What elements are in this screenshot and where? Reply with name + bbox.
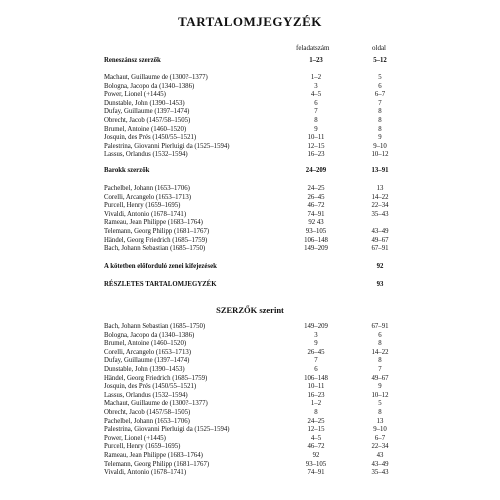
- entry-name: Corelli, Arcangelo (1653–1713): [104, 348, 192, 356]
- entry-name: Pachelbel, Johann (1653–1706): [104, 185, 190, 192]
- entry-page: 35–43: [371, 210, 389, 218]
- entry-name: Dunstable, John (1390–1453): [104, 366, 185, 373]
- entry-task-number: 46–72: [307, 443, 325, 451]
- entry-page: 5: [378, 74, 382, 81]
- entry-page: 49–67: [371, 374, 389, 382]
- entry-page: 67–91: [371, 323, 389, 330]
- entry-page: 43–49: [371, 460, 389, 468]
- entry-page: 9–10: [373, 426, 387, 434]
- entry-name: Corelli, Arcangelo (1653–1713): [104, 193, 192, 201]
- entry-name: A kötetben előforduló zenei kifejezések: [104, 263, 217, 270]
- entry-task-number: 24–25: [307, 417, 325, 425]
- entry-page: 8: [378, 357, 382, 365]
- entry-page: 8: [378, 125, 382, 133]
- entry-page: 10–12: [371, 391, 389, 399]
- entry-page: 7: [378, 366, 382, 373]
- entry-task-number: 24–25: [307, 185, 325, 192]
- entry-task-number: 74–91: [307, 210, 325, 218]
- entry-task-number: 9: [314, 125, 318, 133]
- by-author-title: SZERZŐK szerint: [216, 305, 284, 315]
- entry-task-number: 10–11: [307, 383, 325, 391]
- section-heading-renaissance: [0, 56, 500, 66]
- entry-task-number: 26–45: [307, 193, 325, 201]
- entry-page: 8: [378, 108, 382, 116]
- entry-task-number: 106–148: [304, 374, 328, 382]
- entry-task-number: 6: [314, 366, 318, 373]
- entry-page: 13–91: [371, 167, 389, 174]
- entry-task-number: 3: [314, 331, 318, 339]
- entry-page: 49–67: [371, 236, 389, 244]
- entry-name: Obrecht, Jacob (1457/58–1505): [104, 117, 191, 124]
- entry-name: Telemann, Georg Philipp (1681–1767): [104, 460, 210, 468]
- entry-name: Power, Lionel (+1445): [104, 91, 166, 99]
- entry-page: 13: [376, 185, 384, 192]
- entry-name: Purcell, Henry (1659–1695): [104, 443, 181, 451]
- entry-name: Dufay, Guillaume (1397–1474): [104, 357, 190, 365]
- entry-page: 6: [378, 331, 382, 339]
- entry-name: Rameau, Jean Philippe (1683–1764): [104, 452, 203, 459]
- entry-task-number: 16–23: [307, 151, 325, 159]
- entry-name: Telemann, Georg Philipp (1681–1767): [104, 228, 210, 235]
- toc-row: [0, 244, 500, 254]
- entry-name: Machaut, Guillaume de (1300?–1377): [104, 400, 208, 408]
- entry-task-number: 4–5: [310, 434, 322, 442]
- entry-task-number: 149–209: [304, 245, 328, 253]
- entry-page: 22–34: [371, 443, 389, 451]
- entry-task-number: 1–2: [310, 74, 322, 81]
- entry-name: Purcell, Henry (1659–1695): [104, 202, 181, 210]
- entry-page: 43–49: [371, 228, 389, 235]
- toc-row: [0, 150, 500, 160]
- entry-page: 6: [378, 82, 382, 90]
- entry-task-number: 3: [314, 82, 318, 90]
- entry-name: Vivaldi, Antonio (1678–1741): [104, 469, 187, 477]
- entry-name: Bologna, Jacopo da (1340–1386): [104, 331, 195, 339]
- entry-task-number: 92 43: [308, 219, 324, 227]
- entry-name: Obrecht, Jacob (1457/58–1505): [104, 409, 191, 416]
- entry-page: 8: [378, 340, 382, 348]
- entry-page: 9–10: [373, 142, 387, 150]
- entry-task-number: 149–209: [304, 323, 328, 330]
- entry-name: Power, Lionel (+1445): [104, 434, 166, 442]
- entry-page: 92: [376, 263, 384, 270]
- entry-page: 67–91: [371, 245, 389, 253]
- entry-name: Brumel, Antoine (1460–1520): [104, 125, 187, 133]
- entry-page: 6–7: [374, 434, 386, 442]
- entry-page: 5: [378, 400, 382, 408]
- entry-task-number: 9: [314, 340, 318, 348]
- entry-task-number: 12–15: [307, 426, 325, 434]
- toc-row-detailed-toc: [0, 280, 500, 290]
- entry-page: 10–12: [371, 151, 389, 159]
- entry-name: Machaut, Guillaume de (1300?–1377): [104, 74, 208, 81]
- entry-page: 93: [376, 281, 384, 288]
- entry-page: 22–34: [371, 202, 389, 210]
- entry-task-number: 12–15: [307, 142, 325, 150]
- entry-name: Palestrina, Giovanni Pierluigi da (1525–1594): [104, 426, 230, 434]
- entry-task-number: 7: [314, 108, 318, 116]
- entry-name: Bologna, Jacopo da (1340–1386): [104, 82, 195, 90]
- entry-task-number: 16–23: [307, 391, 325, 399]
- entry-task-number: 74–91: [307, 469, 325, 477]
- entry-task-number: 1–23: [309, 57, 323, 64]
- entry-name: Josquin, des Prés (1450/55–1521): [104, 383, 197, 391]
- entry-task-number: 8: [314, 409, 318, 416]
- entry-name: Lassus, Orlandus (1532–1594): [104, 151, 188, 159]
- entry-name: Barokk szerzők: [104, 167, 150, 174]
- entry-name: Dufay, Guillaume (1397–1474): [104, 108, 190, 116]
- entry-name: Händel, Georg Friedrich (1685–1759): [104, 236, 208, 244]
- entry-name: Brumel, Antoine (1460–1520): [104, 340, 187, 348]
- entry-task-number: 106–148: [304, 236, 328, 244]
- entry-page: 5–12: [373, 57, 387, 64]
- entry-page: 14–22: [371, 193, 389, 201]
- entry-name: Lassus, Orlandus (1532–1594): [104, 391, 188, 399]
- entry-name: Bach, Johann Sebastian (1685–1750): [104, 245, 206, 253]
- entry-page: 8: [378, 117, 382, 124]
- entry-task-number: 92: [312, 452, 320, 459]
- column-header-page: oldal: [372, 44, 386, 52]
- entry-page: 9: [378, 134, 382, 142]
- entry-task-number: 1–2: [310, 400, 322, 408]
- entry-task-number: 6: [314, 99, 318, 107]
- entry-name: Josquin, des Prés (1450/55–1521): [104, 134, 197, 142]
- entry-page: 9: [378, 383, 382, 391]
- entry-task-number: 24–209: [305, 167, 327, 174]
- page-title: TARTALOMJEGYZÉK: [178, 14, 322, 29]
- entry-name: Pachelbel, Johann (1653–1706): [104, 417, 190, 425]
- entry-page: 6–7: [374, 91, 386, 99]
- entry-name: RÉSZLETES TARTALOMJEGYZÉK: [104, 281, 217, 288]
- entry-task-number: 4–5: [310, 91, 322, 99]
- entry-page: 13: [376, 417, 384, 425]
- entry-name: Reneszánsz szerzők: [104, 57, 161, 64]
- entry-name: Bach, Johann Sebastian (1685–1750): [104, 323, 206, 330]
- entry-name: Händel, Georg Friedrich (1685–1759): [104, 374, 208, 382]
- entry-task-number: 8: [314, 117, 318, 124]
- entry-page: 8: [378, 409, 382, 416]
- entry-name: Palestrina, Giovanni Pierluigi da (1525–1594): [104, 142, 230, 150]
- column-header-task-number: feladatszám: [296, 44, 330, 52]
- entry-task-number: 26–45: [307, 348, 325, 356]
- toc-row-glossary: [0, 262, 500, 272]
- entry-task-number: 93–105: [305, 460, 327, 468]
- entry-name: Rameau, Jean Philippe (1683–1764): [104, 219, 203, 227]
- entry-task-number: 7: [314, 357, 318, 365]
- toc-row: [0, 468, 500, 478]
- entry-page: 35–43: [371, 469, 389, 477]
- entry-page: 7: [378, 99, 382, 107]
- entry-task-number: 46–72: [307, 202, 325, 210]
- entry-task-number: 10–11: [307, 134, 325, 142]
- entry-page: 14–22: [371, 348, 389, 356]
- entry-task-number: 93–105: [305, 228, 327, 235]
- entry-name: Vivaldi, Antonio (1678–1741): [104, 210, 187, 218]
- entry-name: Dunstable, John (1390–1453): [104, 99, 185, 107]
- entry-page: 43: [376, 452, 384, 459]
- section-heading-baroque: [0, 166, 500, 176]
